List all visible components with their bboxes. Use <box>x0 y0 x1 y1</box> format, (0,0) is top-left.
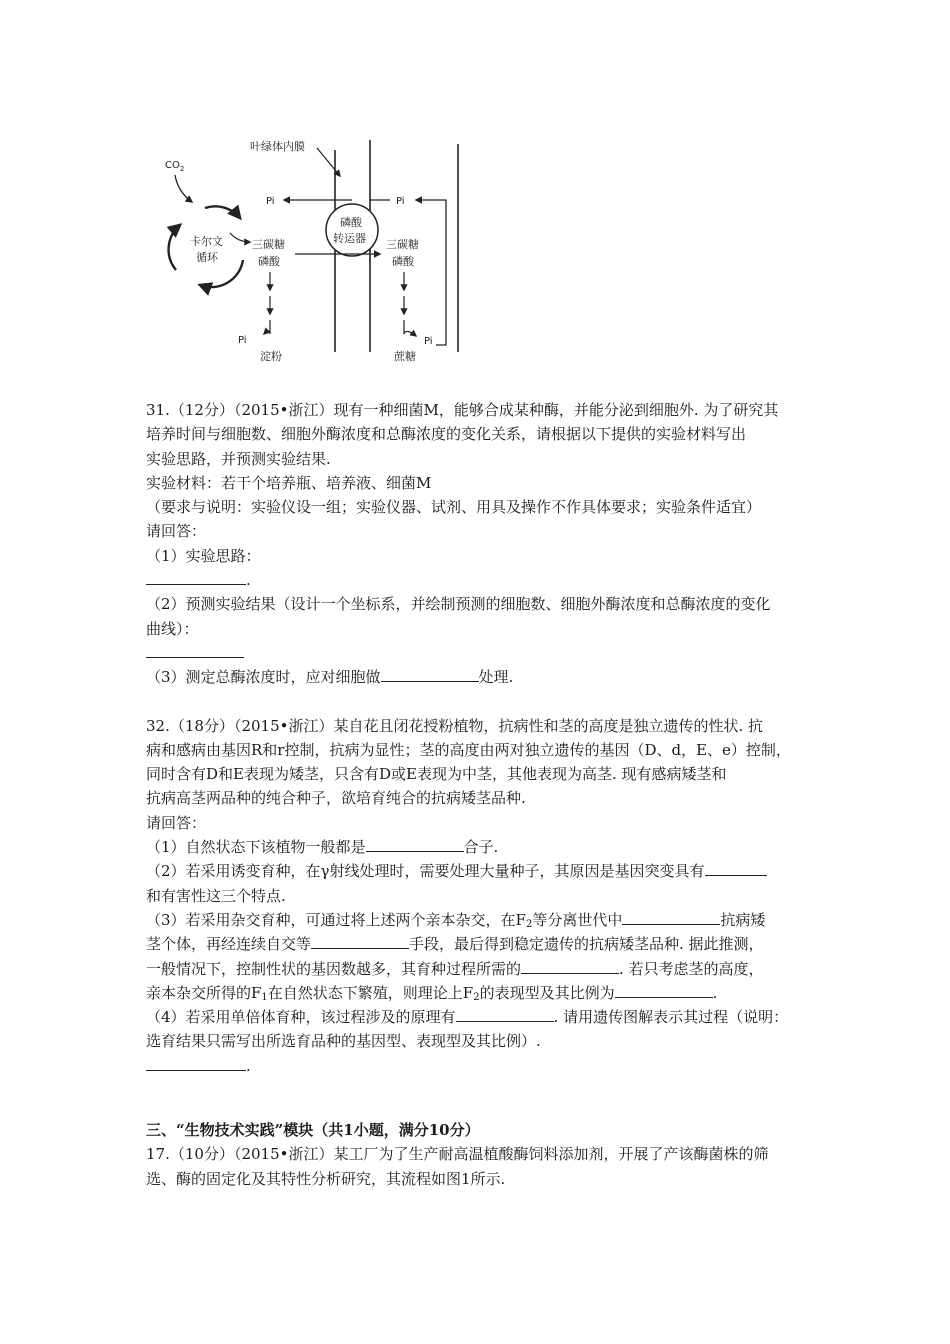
q31-part2-line-1: （2）预测实验结果（设计一个坐标系，并绘制预测的细胞数、细胞外酶浓度和总酶浓度的变化 <box>146 595 771 614</box>
q32-line-3: 同时含有D和E表现为矮茎，只含有D或E表现为中茎，其他表现为高茎. 现有感病矮茎和 <box>146 765 727 784</box>
q31-line-3: 实验思路，并预测实验结果. <box>146 449 331 468</box>
q32-line-1: 32.（18分）（2015•浙江）某自花且闭花授粉植物，抗病性和茎的高度是独立遗传的性状. 抗 <box>146 716 764 735</box>
q31-part2-line-2: 曲线）： <box>146 619 199 638</box>
q31-part3: （3）测定总酶浓度时，应对细胞做 处理. <box>146 665 818 689</box>
q31-prompt: 请回答： <box>146 522 207 541</box>
calvin-label-2: 循环 <box>196 251 218 264</box>
cycle-to-triose-arrow <box>230 233 250 242</box>
pi-return-path <box>416 200 446 345</box>
answer-blank[interactable] <box>146 568 246 585</box>
spacer <box>146 1078 818 1118</box>
spacer <box>146 690 818 714</box>
document-body <box>146 398 818 1191</box>
q32-part2-line-2: 和有害性这三个特点. <box>146 886 286 905</box>
pi-bottom-right: Pi <box>424 336 433 347</box>
diagram-svg <box>140 130 480 375</box>
co2-arrow <box>175 175 192 202</box>
q32-part4-answer: . <box>146 1054 818 1078</box>
q31-line-1: 31.（12分）（2015•浙江）现有一种细菌M，能够合成某种酶，并能分泌到细胞外. 为了研究其 <box>146 401 779 419</box>
q31-materials: 实验材料：若干个培养瓶、培养液、细菌M <box>146 473 432 492</box>
q31-part1-answer: . <box>146 568 818 592</box>
phosphate-transporter <box>326 204 378 256</box>
answer-blank[interactable] <box>456 1005 554 1022</box>
q32-line-4: 抗病高茎两品种的纯合种子，欲培育纯合的抗病矮茎品种. <box>146 789 526 808</box>
q32-part3-line-2: 茎个体，再经连续自交等 手段，最后得到稳定遗传的抗病矮茎品种. 据此推测， <box>146 932 818 956</box>
calvin-arc-top <box>205 206 240 218</box>
left-pi-arrow <box>264 320 270 334</box>
q17-line-1: 17.（10分）（2015•浙江）某工厂为了生产耐高温植酸酶饲料添加剂，开展了产该酶菌株的筛 <box>146 1145 769 1164</box>
calvin-arc-bottom <box>200 260 243 287</box>
answer-blank[interactable] <box>366 835 464 852</box>
answer-blank[interactable] <box>615 981 713 998</box>
answer-blank[interactable] <box>311 932 409 949</box>
sucrose-label: 蔗糖 <box>394 350 416 363</box>
q32-prompt: 请回答： <box>146 813 207 832</box>
starch-label: 淀粉 <box>260 350 282 363</box>
section-3-heading: 三、“生物技术实践”模块（共1小题，满分10分） <box>146 1121 480 1140</box>
membrane-label: 叶绿体内膜 <box>250 140 305 153</box>
pi-bottom-left: Pi <box>238 335 247 346</box>
pi-top-left: Pi <box>266 196 275 207</box>
triose-right-2: 磷酸 <box>392 255 414 268</box>
calvin-arc-left <box>169 225 180 270</box>
calvin-label-1: 卡尔文 <box>190 235 223 248</box>
q31-requirements: （要求与说明：实验仪设一组；实验仪器、试剂、用具及操作不作具体要求；实验条件适宜） <box>146 498 762 517</box>
right-pi-arrow <box>404 320 416 336</box>
pi-top-right: Pi <box>396 196 405 207</box>
q32-part4: （4）若采用单倍体育种，该过程涉及的原理有 . 请用遗传图解表示其过程（说明： <box>146 1005 818 1029</box>
triose-right-1: 三碳糖 <box>386 238 419 251</box>
q32-part2: （2）若采用诱变育种，在γ射线处理时，需要处理大量种子，其原因是基因突变具有 <box>146 859 818 883</box>
answer-blank[interactable] <box>146 1054 246 1071</box>
q32-part1: （1）自然状态下该植物一般都是 合子. <box>146 835 818 859</box>
transporter-label-2: 转运器 <box>333 232 366 245</box>
q32-line-2: 病和感病由基因R和r控制，抗病为显性；茎的高度由两对独立遗传的基因（D、d，E、e）控制， <box>146 740 791 759</box>
q17-line-2: 选、酶的固定化及其特性分析研究，其流程如图1所示. <box>146 1169 506 1188</box>
triose-left-1: 三碳糖 <box>252 238 285 251</box>
q31-part1: （1）实验思路： <box>146 546 261 565</box>
answer-blank[interactable] <box>705 859 767 876</box>
q32-part3-line-3: 一般情况下，控制性状的基因数越多，其育种过程所需的 . 若只考虑茎的高度， <box>146 957 818 981</box>
answer-blank[interactable] <box>622 908 720 925</box>
membrane-pointer-arrow <box>317 148 340 176</box>
answer-blank[interactable] <box>381 665 479 682</box>
q31-line-2: 培养时间与细胞数、细胞外酶浓度和总酶浓度的变化关系，请根据以下提供的实验材料写出 <box>146 425 747 444</box>
q32-part3-line-4: 亲本杂交所得的$F_1$在自然状态下繁殖，则理论上$F_2$的表现型及其比例为 . <box>146 981 818 1005</box>
transporter-label-1: 磷酸 <box>340 216 362 229</box>
triose-left-2: 磷酸 <box>258 255 280 268</box>
answer-blank[interactable] <box>521 957 619 974</box>
q32-part4-line-2: 选育结果只需写出所选育品种的基因型、表现型及其比例）. <box>146 1032 541 1051</box>
q31-part2-answer <box>146 641 818 665</box>
q32-part3: （3）若采用杂交育种，可通过将上述两个亲本杂交，在$F_2$等分离世代中 抗病矮 <box>146 908 818 932</box>
co2-label: $CO_2$ <box>165 160 185 173</box>
answer-blank[interactable] <box>146 641 244 658</box>
chloroplast-diagram <box>140 130 480 375</box>
